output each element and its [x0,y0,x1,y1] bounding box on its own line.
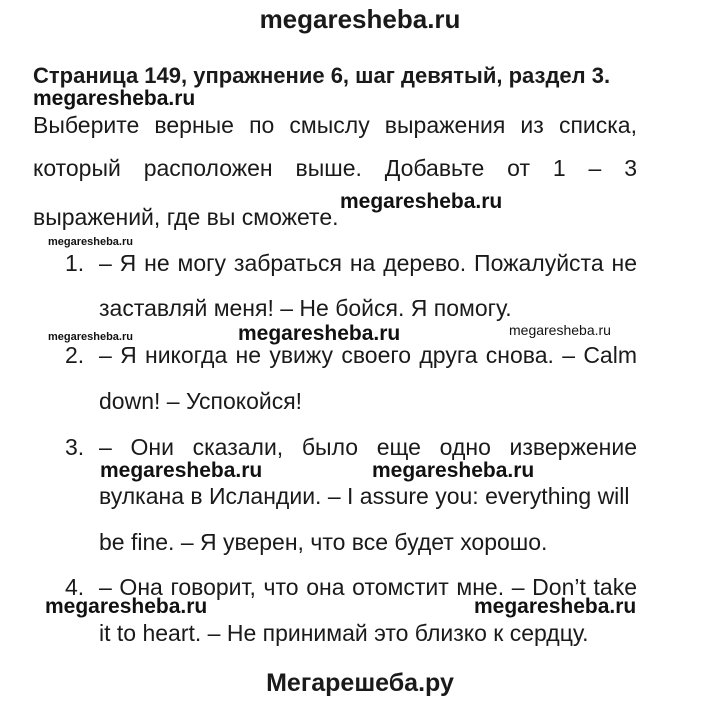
item-number: 4. [65,574,85,600]
site-header: megaresheba.ru [259,4,461,34]
site-footer: Мегарешеба.ру [266,669,454,697]
instruction-line: выражений, где вы сможете. [33,204,339,230]
page-title: Страница 149, упражнение 6, шаг девятый, раздел 3. [33,63,611,88]
watermark: megaresheba.ru [238,322,401,345]
watermark: megaresheba.ru [100,459,263,482]
watermark: megaresheba.ru [509,322,611,338]
item-number: 3. [65,434,85,460]
watermark: megaresheba.ru [372,459,535,482]
item-line: вулкана в Исландии. – I assure you: everything will [99,483,630,509]
instruction-line: который расположен выше. Добавьте от 1 – 3 [33,155,637,181]
item-line: – Она говорит, что она отомстит мне. – Don’t take [99,574,637,600]
watermark: megaresheba.ru [48,236,133,248]
watermark: megaresheba.ru [340,190,503,213]
watermark: megaresheba.ru [48,331,133,343]
item-line: be fine. – Я уверен, что все будет хорошо. [99,529,548,555]
watermark: megaresheba.ru [474,595,637,618]
instruction-line: Выберите верные по смыслу выражения из списка, [33,112,637,138]
item-number: 2. [65,342,85,368]
watermark: megaresheba.ru [45,595,208,618]
item-line: – Они сказали, было еще одно извержение [99,434,637,460]
item-line: it to heart. – Не принимай это близко к сердцу. [99,620,589,646]
item-line: заставляй меня! – Не бойся. Я помогу. [99,295,512,321]
item-line: down! – Успокойся! [99,388,303,414]
item-line: – Я не могу забраться на дерево. Пожалуйста не [99,250,637,276]
item-number: 1. [65,250,85,276]
watermark: megaresheba.ru [33,87,196,110]
item-line: – Я никогда не увижу своего друга снова. – Calm [99,342,637,368]
